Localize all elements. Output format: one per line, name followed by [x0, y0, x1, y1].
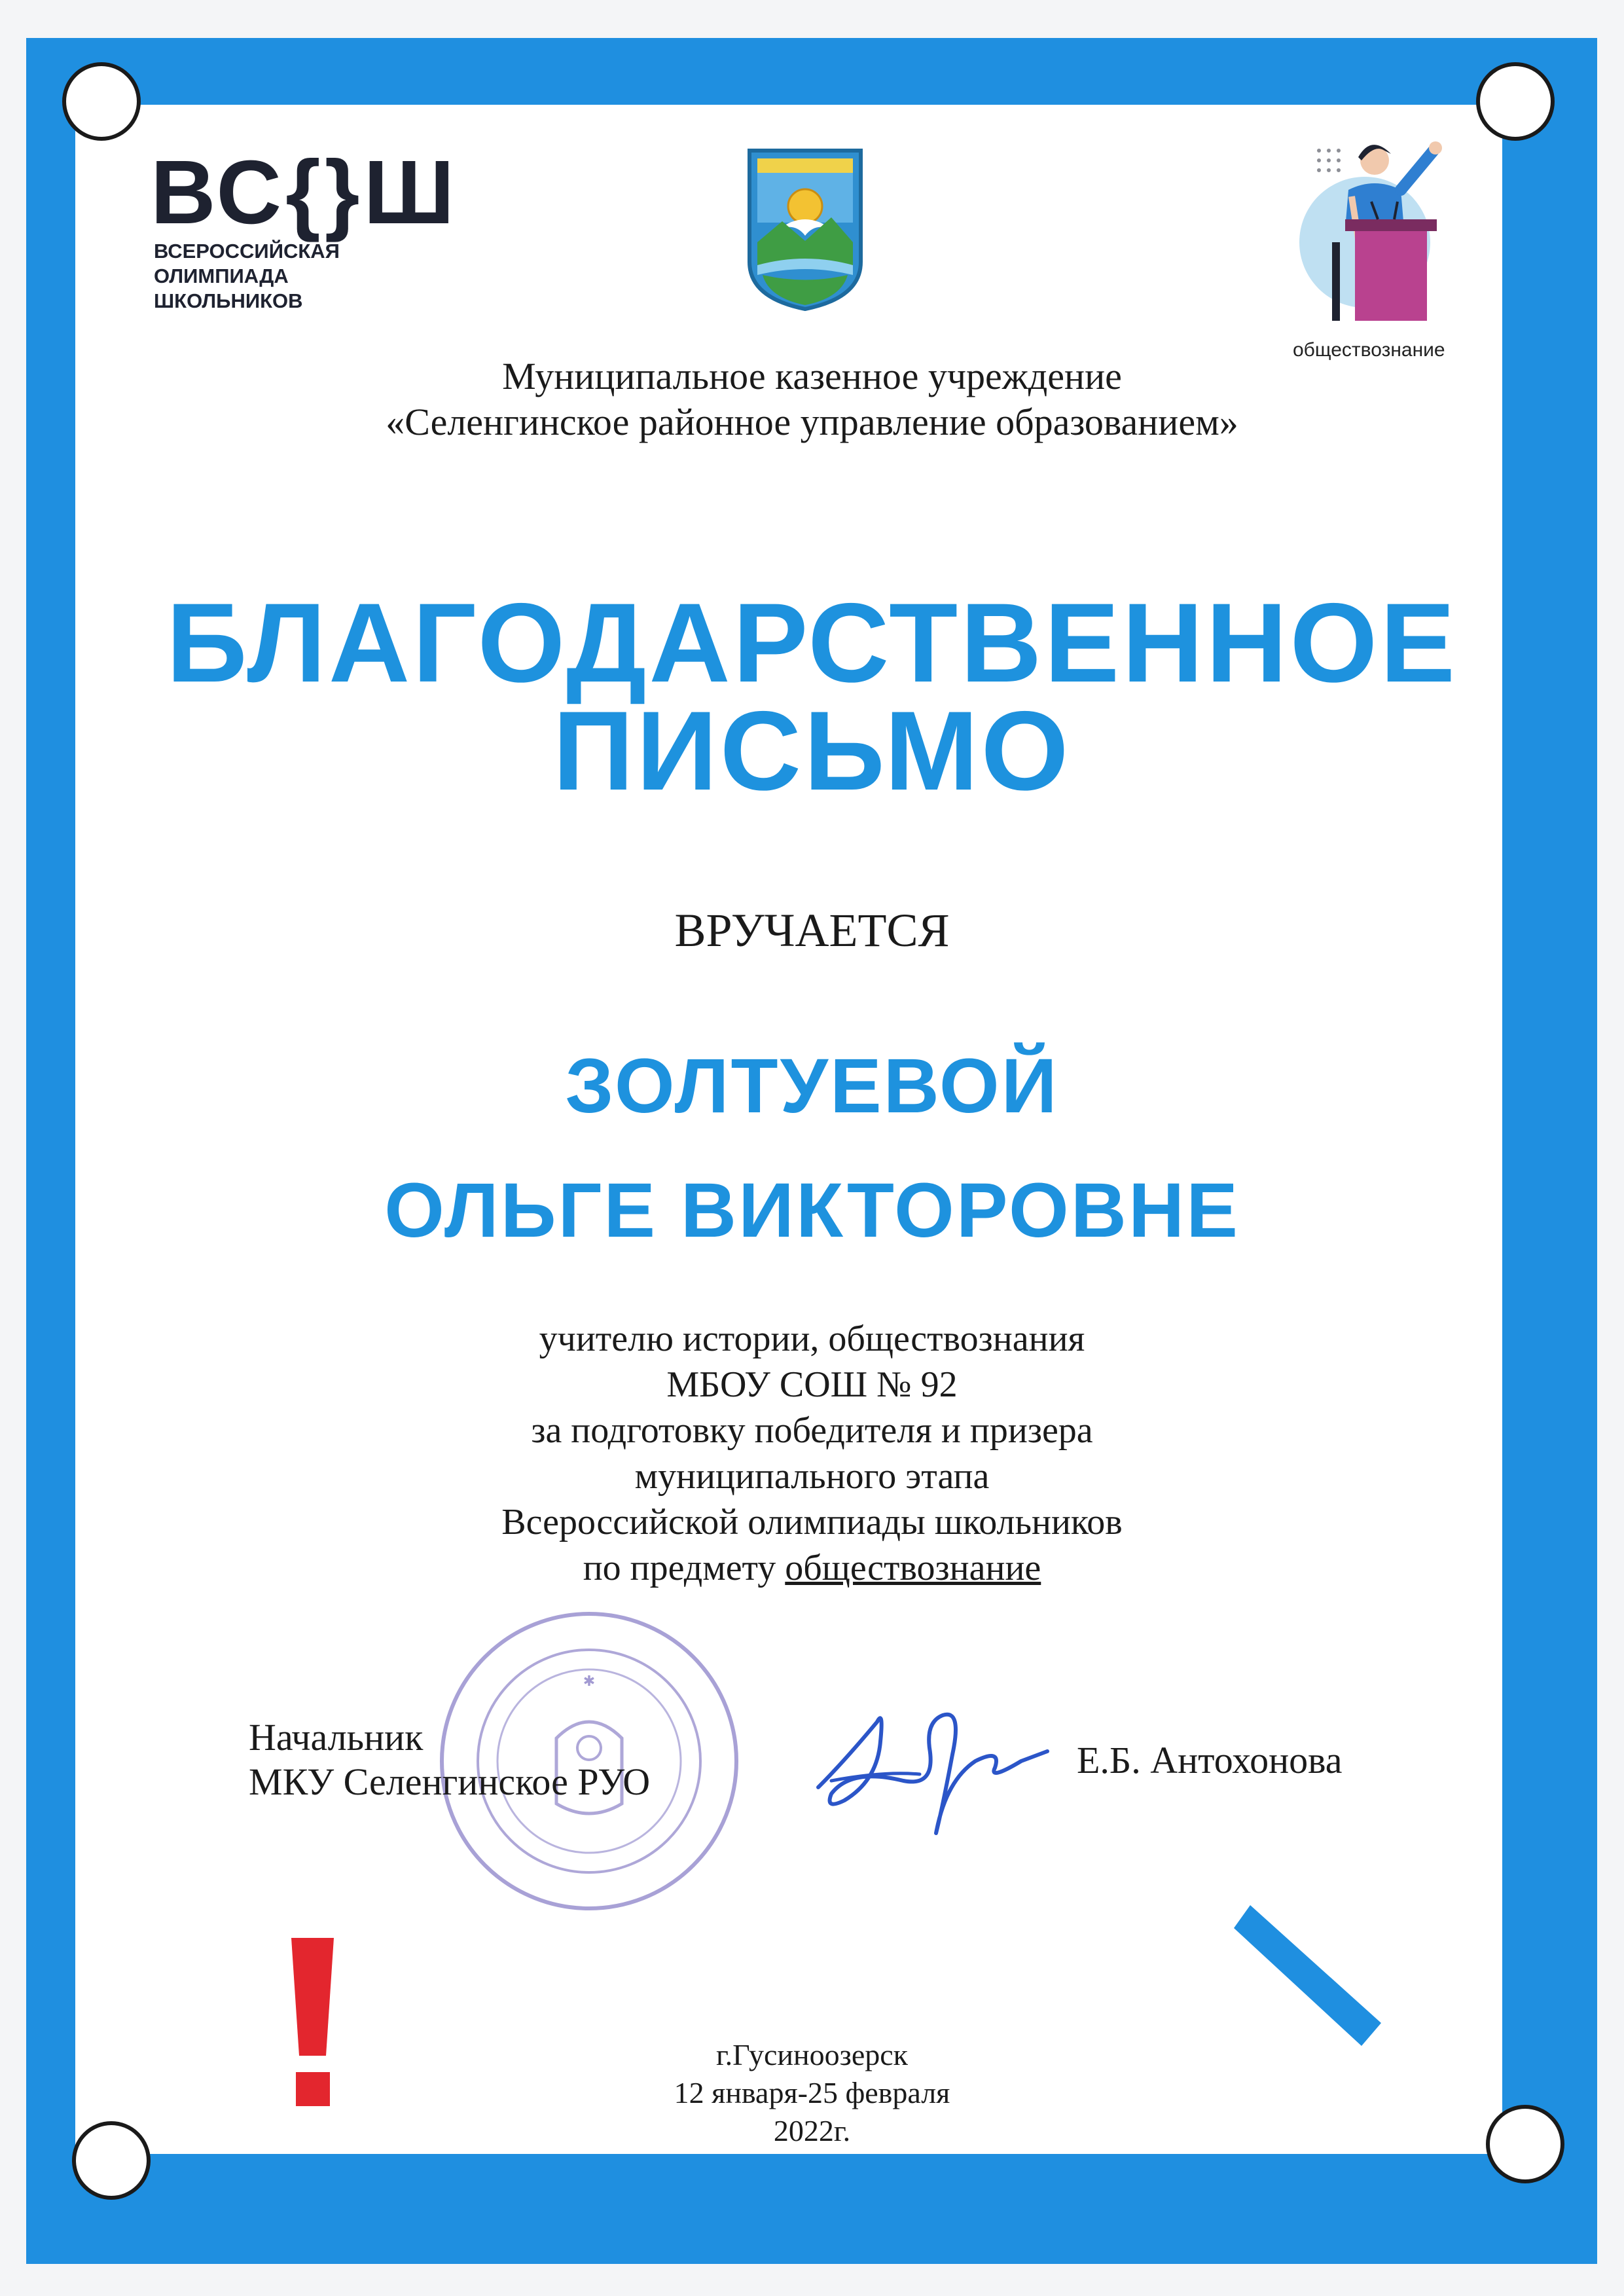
citation-line: Всероссийской олимпиады школьников [501, 1502, 1123, 1542]
coat-of-arms-icon [743, 144, 867, 314]
logo-subtitle-line: ОЛИМПИАДА [154, 264, 289, 287]
subject-prefix: по предмету [583, 1548, 785, 1588]
footer-city: г.Гусиноозерск [715, 2038, 909, 2071]
seal-text: ✱ [583, 1673, 596, 1689]
logo-subtitle-line: ВСЕРОССИЙСКАЯ [154, 240, 340, 263]
footer-dates: 12 января-25 февраля [674, 2076, 950, 2109]
organization-name [0, 354, 1624, 445]
handwritten-signature-icon [805, 1683, 1054, 1840]
signer-role [249, 1715, 650, 1804]
speaker-illustration-icon [1293, 124, 1476, 334]
citation-line: МБОУ СОШ № 92 [666, 1364, 958, 1405]
corner-circle-top-left [62, 62, 141, 141]
signer-name: Е.Б. Антохонова [1077, 1739, 1343, 1781]
subject-name: обществознание [785, 1548, 1041, 1588]
document-title [0, 580, 1624, 814]
title-line: БЛАГОДАРСТВЕННОЕ [166, 580, 1458, 706]
organization-line: Муниципальное казенное учреждение [502, 355, 1122, 397]
corner-circle-top-right [1476, 62, 1555, 141]
footer-place-date [0, 2036, 1624, 2150]
signer-role-line: МКУ Селенгинское РУО [249, 1760, 651, 1803]
logo-subtitle-line: ШКОЛЬНИКОВ [154, 289, 303, 312]
subject-caption: обществознание [1293, 339, 1445, 361]
diagonal-stripe-decoration [1231, 1899, 1388, 2056]
recipient-given-names: ОЛЬГЕ ВИКТОРОВНЕ [384, 1167, 1240, 1254]
awarded-label: ВРУЧАЕТСЯ [674, 904, 950, 957]
signer-role-line: Начальник [249, 1716, 424, 1758]
title-line: ПИСЬМО [552, 688, 1072, 814]
olympiad-logo-subtitle [154, 239, 340, 314]
citation-line: учителю истории, обществознания [539, 1319, 1085, 1359]
olympiad-logo: ВС{}Ш [151, 142, 459, 243]
citation-text [0, 1316, 1624, 1591]
footer-year: 2022г. [773, 2114, 851, 2147]
recipient-surname: ЗОЛТУЕВОЙ [565, 1043, 1059, 1129]
citation-line [0, 1545, 1624, 1591]
citation-line: за подготовку победителя и призера [531, 1410, 1093, 1451]
citation-line: муниципального этапа [634, 1456, 990, 1497]
organization-line: «Селенгинское районное управление образованием» [386, 401, 1238, 443]
